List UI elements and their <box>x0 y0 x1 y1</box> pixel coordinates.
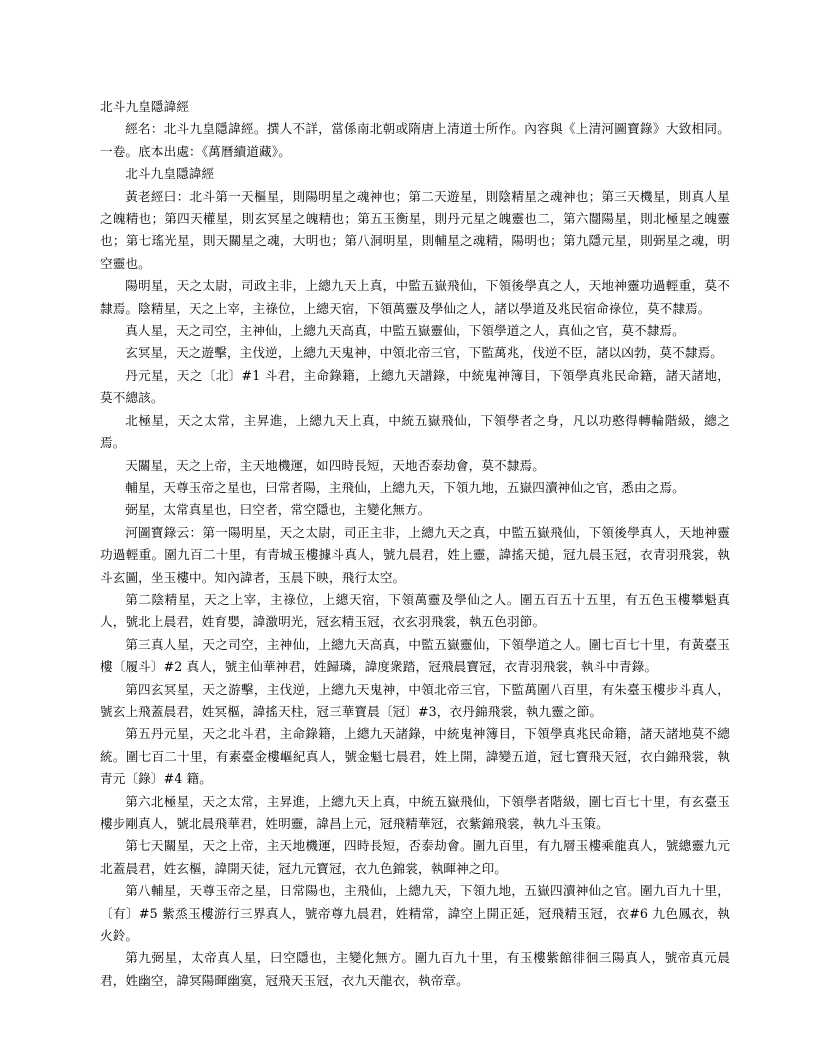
paragraph-beiji-star: 北極星，天之太常，主昇進，上總九天上真，中統五嶽飛仙，下領學者之身，凡以功憨得轉輪階級，總之焉。 <box>100 412 730 451</box>
paragraph-bi-star: 弼星，太常真星也，曰空者，常空隱也，主變化無方。 <box>125 502 431 518</box>
colophon-paragraph: 經名：北斗九皇隱諱經。撰人不詳，當係南北朝或隋唐上清道士所作。內容與《上清河圖寶錄》大致相同。一卷。底本出處：《萬曆續道藏》。 <box>100 121 730 159</box>
paragraph-eighth-fu: 第八輔星，天尊玉帝之星，日常陽也，主飛仙，上總九天，下領九地，五嶽四瀆神仙之官。圍九百九十里，〔有〕#5 紫烝玉樓游行三界真人，號帝尊九晨君，姓精常，諱空上開正延，冠飛精玉冠，衣#6 九色鳳衣，執火鈴。 <box>100 883 730 944</box>
paragraph-zhenren-star: 真人星，天之司空，主神仙，上總九天高真，中監五嶽靈仙，下領學道之人，真仙之官，莫不隸焉。 <box>125 323 685 339</box>
paragraph-third-zhenren: 第三真人星，天之司空，主神仙，上總九天高真，中監五嶽靈仙，下領學道之人。圍七百七十里，有黃臺玉樓〔履斗〕#2 真人，號主仙華神君，姓歸璘，諱度衆踏，冠飛晨寶冠，衣青羽飛裳，執斗中青錄。 <box>100 636 730 675</box>
paragraph-yangming-star: 陽明星，天之太尉，司政主非，上總九天上真，中監五嶽飛仙，下領後學真之人，天地神靈功過輕重，莫不隸焉。陰精星，天之上宰，主祿位，上總天宿，下領萬靈及學仙之人，諸以學道及兆民宿命祿位，莫不隸焉。 <box>100 278 730 316</box>
paragraph-fourth-xuanming: 第四玄冥星，天之游擊，主伐逆，上總九天鬼神，中領北帝三官，下監萬圍八百里，有朱臺玉樓步斗真人，號玄上飛蓋晨君，姓冥樞，諱搖天柱，冠三華寶晨〔冠〕#3，衣丹錦飛裳，執九靈之節。 <box>100 681 730 719</box>
paragraph-hetu-baolu-first: 河圖寶錄云：第一陽明星，天之太尉，司正主非，上總九天之真，中監五嶽飛仙，下領後學真人，天地神靈功過輕重。圍九百二十里，有青城玉樓據斗真人，號九晨君，姓上靈，諱搖天搥，冠九晨玉冠，衣青羽飛裳，執斗玄圖，坐玉樓中。知內諱者，玉晨下映，飛行太空。 <box>100 524 730 585</box>
paragraph-ninth-bi: 第九弼星，太帝真人星，曰空隱也，主變化無方。圍九百九十里，有玉樓紫館徘徊三陽真人，號帝真元晨君，姓幽空，諱冥陽暉幽寞，冠飛天玉冠，衣九天龍衣，執帝章。 <box>100 950 730 988</box>
paragraph-seventh-tianguan: 第七天關星，天之上帝，主天地機運，四時長短，否泰劫會。圍九百里，有九層玉樓乘龍真人，號總靈九元北蓋晨君，姓玄樞，諱開天徒，冠九元寶冠，衣九色錦裳，執暉神之印。 <box>100 838 730 876</box>
document-text-body <box>100 96 730 992</box>
scripture-title: 北斗九皇隱諱經 <box>125 166 215 182</box>
paragraph-danyuan-star: 丹元星，天之〔北〕#1 斗君，主命錄籍，上總九天譜錄，中統鬼神簿目，下領學真兆民命籍，諸天諸地，莫不總該。 <box>100 367 730 406</box>
paragraph-fifth-danyuan: 第五丹元星，天之北斗君，主命錄籍，上總九天諸錄，中統鬼神簿目，下領學真兆民命籍，諸天諸地莫不總統。圍七百二十里，有素臺金樓嶇紀真人，號金魁七晨君，姓上開，諱變五道，冠七寶飛天冠，衣白錦飛裳，執青元〔錄〕#4 籍。 <box>100 726 730 787</box>
paragraph-tianguan-star: 天關星，天之上帝，主天地機運，如四時長短，天地否泰劫會，莫不隸焉。 <box>125 457 545 473</box>
paragraph-sixth-beiji: 第六北極星，天之太常，主昇進，上總九天上真，中統五嶽飛仙，下領學者階級，圍七百七十里，有玄臺玉樓步剛真人，號北晨飛華君，姓明靈，諱昌上元，冠飛精華冠，衣紫錦飛裳，執九斗玉策。 <box>100 793 730 831</box>
paragraph-fu-star: 輔星，天尊玉帝之星也，曰常者陽，主飛仙，上總九天，下領九地，五嶽四瀆神仙之官，悉由之焉。 <box>125 479 685 495</box>
paragraph-xuanming-star: 玄冥星，天之遊擊，主伐逆，上總九天鬼神，中領北帝三官，下監萬兆，伐逆不臣，諸以凶勃，莫不隸焉。 <box>125 345 724 361</box>
paragraph-second-yinjing: 第二陰精星，天之上宰，主祿位，上總天宿，下領萬靈及學仙之人。圍五百五十五里，有五色玉樓攀魁真人，號北上晨君，姓育嬰，諱激明光，冠玄精玉冠，衣玄羽飛裳，執五色羽節。 <box>100 591 730 630</box>
paragraph-huanglao-jing: 黃老經曰：北斗第一天樞星，則陽明星之魂神也；第二天遊星，則陰精星之魂神也；第三天機星，則真人星之魄精也；第四天權星，則玄冥星之魄精也；第五玉衡星，則丹元星之魄靈也二，第六闓陽星，則北極星之魄靈也；第七瑤光星，則天關星之魂，大明也；第八洞明星，則輔星之魂精，陽明也；第九隱元星，則弼星之魂，明空靈也。 <box>100 188 730 271</box>
document-title: 北斗九皇隱諱經 <box>100 99 190 114</box>
